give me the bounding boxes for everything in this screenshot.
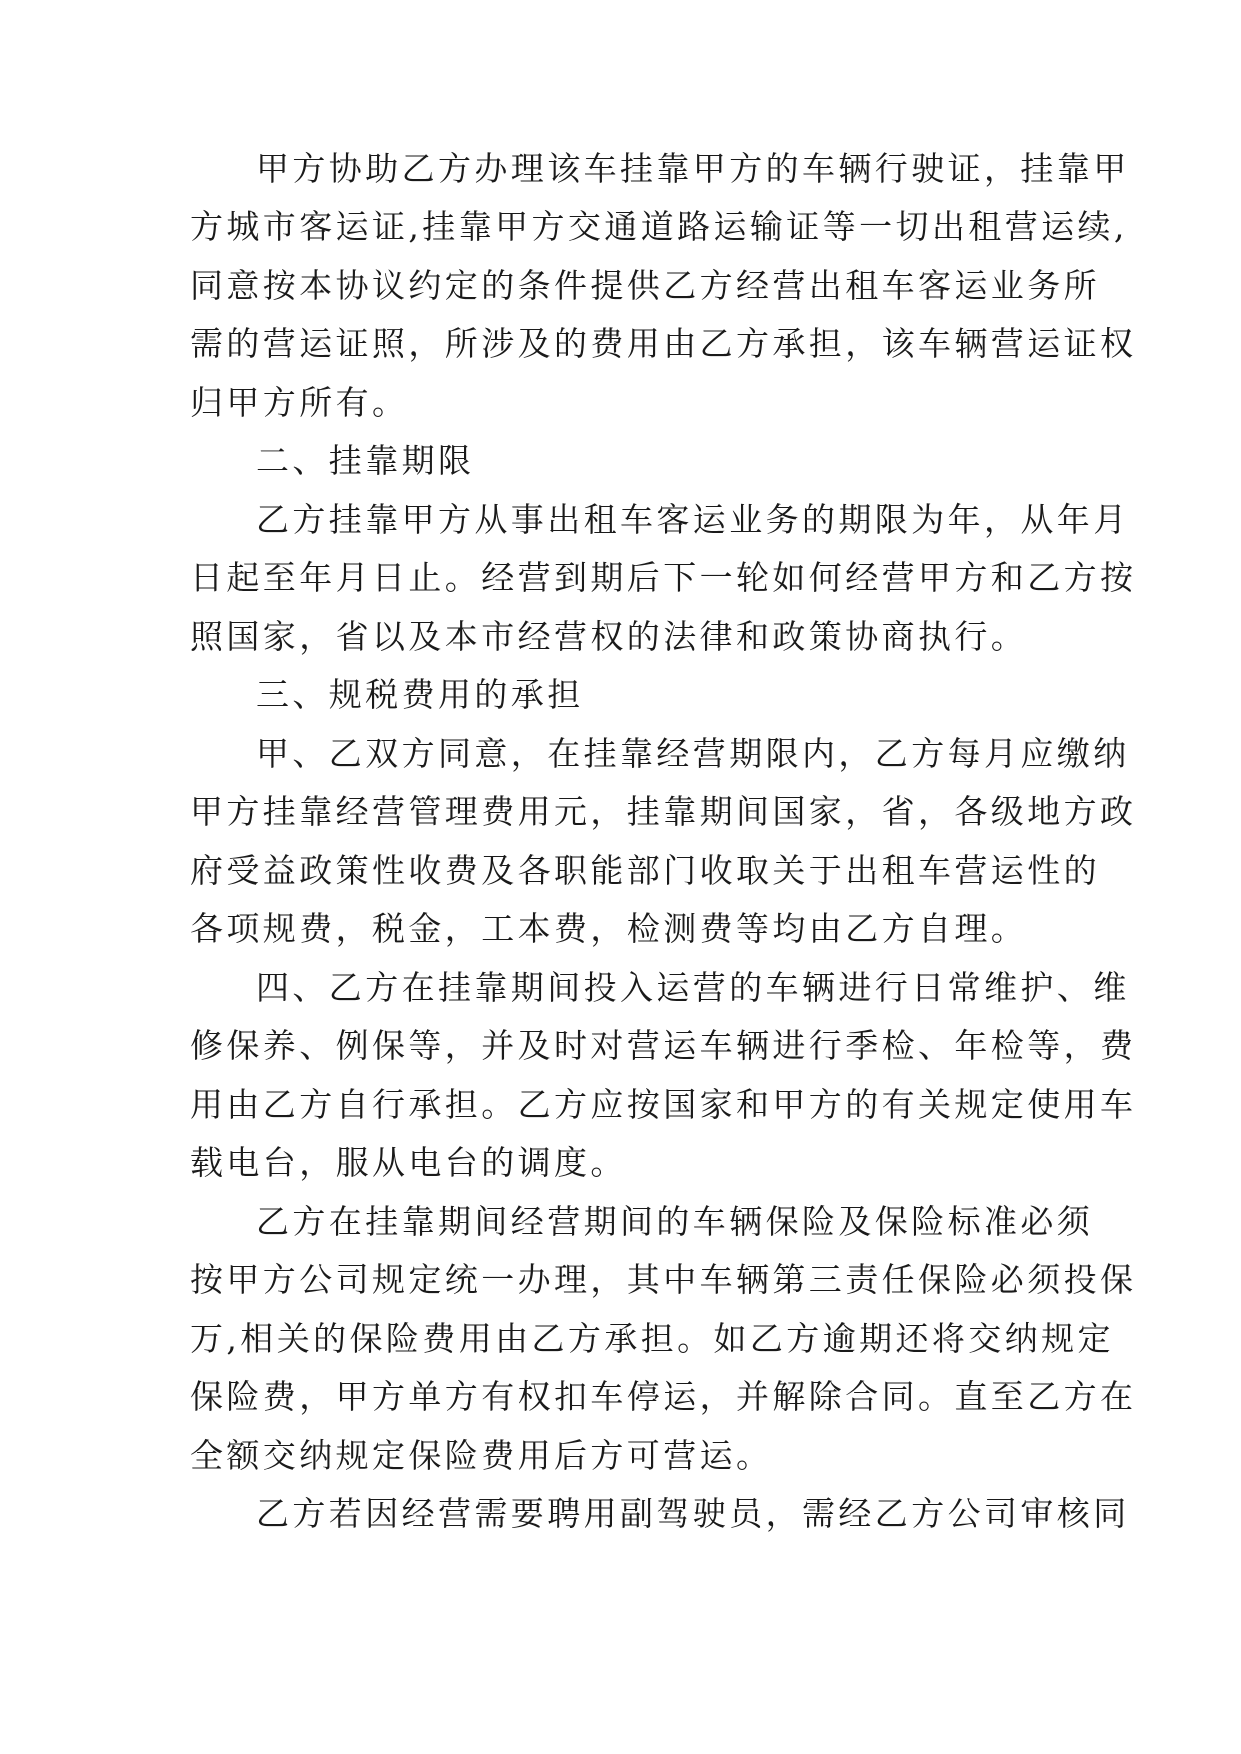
paragraph-line: 甲、乙双方同意，在挂靠经营期限内，乙方每月应缴纳 bbox=[256, 734, 1130, 773]
paragraph-line: 照国家，省以及本市经营权的法律和政策协商执行。 bbox=[190, 617, 1028, 656]
paragraph-line: 同意按本协议约定的条件提供乙方经营出租车客运业务所 bbox=[190, 266, 1100, 305]
paragraph-line: 保险费，甲方单方有权扣车停运，并解除合同。直至乙方在 bbox=[190, 1377, 1137, 1416]
section-heading: 二、挂靠期限 bbox=[256, 441, 475, 480]
paragraph-line: 万,相关的保险费用由乙方承担。如乙方逾期还将交纳规定 bbox=[190, 1319, 1114, 1358]
paragraph-line: 甲方协助乙方办理该车挂靠甲方的车辆行驶证，挂靠甲 bbox=[256, 149, 1130, 188]
paragraph-line: 归甲方所有。 bbox=[190, 383, 409, 422]
paragraph-line: 乙方挂靠甲方从事出租车客运业务的期限为年，从年月 bbox=[256, 500, 1130, 539]
paragraph-line: 日起至年月日止。经营到期后下一轮如何经营甲方和乙方按 bbox=[190, 558, 1137, 597]
paragraph-line: 乙方若因经营需要聘用副驾驶员，需经乙方公司审核同 bbox=[256, 1494, 1130, 1533]
paragraph-line: 用由乙方自行承担。乙方应按国家和甲方的有关规定使用车 bbox=[190, 1085, 1137, 1124]
paragraph-line: 府受益政策性收费及各职能部门收取关于出租车营运性的 bbox=[190, 851, 1100, 890]
paragraph-line: 乙方在挂靠期间经营期间的车辆保险及保险标准必须 bbox=[256, 1202, 1094, 1241]
section-heading: 三、规税费用的承担 bbox=[256, 675, 584, 714]
paragraph-line: 全额交纳规定保险费用后方可营运。 bbox=[190, 1436, 773, 1475]
paragraph-line: 四、乙方在挂靠期间投入运营的车辆进行日常维护、维 bbox=[256, 968, 1130, 1007]
paragraph-line: 甲方挂靠经营管理费用元，挂靠期间国家，省，各级地方政 bbox=[190, 792, 1137, 831]
paragraph-line: 需的营运证照，所涉及的费用由乙方承担，该车辆营运证权 bbox=[190, 324, 1137, 363]
paragraph-line: 按甲方公司规定统一办理，其中车辆第三责任保险必须投保 bbox=[190, 1260, 1137, 1299]
paragraph-line: 载电台，服从电台的调度。 bbox=[190, 1143, 627, 1182]
paragraph-line: 修保养、例保等，并及时对营运车辆进行季检、年检等，费 bbox=[190, 1026, 1137, 1065]
paragraph-line: 方城市客运证,挂靠甲方交通道路运输证等一切出租营运续, bbox=[190, 207, 1128, 246]
paragraph-line: 各项规费，税金，工本费，检测费等均由乙方自理。 bbox=[190, 909, 1028, 948]
